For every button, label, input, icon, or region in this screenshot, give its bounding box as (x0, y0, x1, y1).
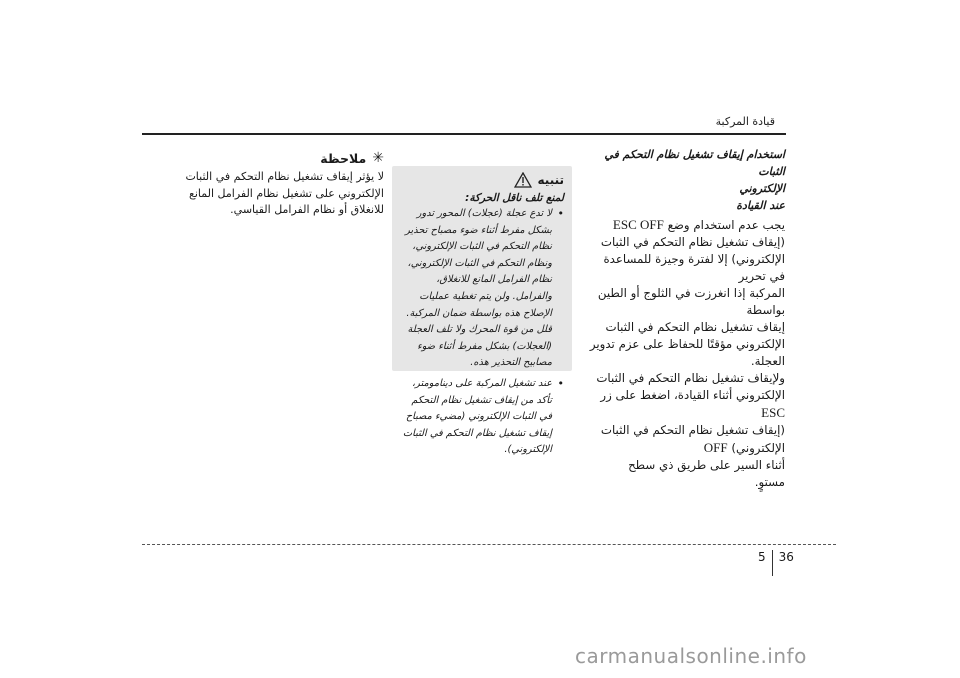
body-line: الإلكتروني مؤقتًا للحفاظ على عزم تدوير العجلة. (589, 337, 785, 368)
body-line-prefix: (إيقاف تشغيل نظام التحكم في الثبات الإلكتروني) (600, 423, 785, 455)
watermark: carmanualsonline.info (575, 644, 807, 668)
bullet-icon: • (557, 207, 564, 220)
note-section (184, 150, 384, 219)
body-line (585, 422, 785, 457)
footer-rule (142, 544, 836, 545)
body-line: المركبة إذا انغرزت في الثلوج أو الطين بواسطة (597, 286, 785, 317)
body-line: إيقاف تشغيل نظام التحكم في الثبات (605, 320, 785, 334)
note-title: ملاحظة (320, 150, 367, 166)
list-item (400, 206, 564, 372)
caution-lead: لمنع تلف ناقل الحركة: (465, 192, 564, 204)
body-line (585, 216, 785, 234)
esc-off-code: ESC OFF (612, 217, 664, 232)
note-header (184, 150, 384, 166)
asterisk-icon: ✳ (372, 150, 384, 166)
page-number-value: 36 (778, 550, 794, 564)
bullet-icon: • (557, 376, 564, 390)
caution-header (400, 172, 564, 188)
body-line: (إيقاف تشغيل نظام التحكم في الثبات (600, 235, 785, 249)
caution-title: تنبيه (537, 173, 564, 187)
warning-triangle-icon (514, 172, 532, 188)
section-subtitle: عند القيادة (736, 199, 785, 212)
body-line-prefix: يجب عدم استخدام وضع (663, 218, 785, 232)
caution-box (392, 166, 572, 456)
page-separator (772, 550, 773, 576)
page-number (758, 550, 794, 576)
header-rule (142, 133, 786, 135)
off-code: OFF (703, 440, 728, 455)
body-line: مستوٍ. (754, 475, 785, 489)
section-title-cont: الإلكتروني (739, 182, 785, 195)
esc-off-section (585, 146, 785, 491)
list-item (400, 376, 564, 459)
esc-code: ESC (761, 405, 785, 420)
note-body: لا يؤثر إيقاف تشغيل نظام التحكم في الثبات الإلكتروني على تشغيل نظام الفرامل المانع للانغلاق أو نظام الفرامل القياسي. (185, 170, 384, 216)
body-line-prefix: الإلكتروني أثناء القيادة، اضغط على زر (600, 388, 785, 402)
caution-item-text: لا تدع عجلة (عجلات) المحور تدور بشكل مفرط أثناء ضوء مصباح تحذير نظام التحكم في الثبات الإلكتروني، ونظام التحكم في الثبات الإلكتروني، نظام الفرامل المانع للانغلاق، والفرامل. ولن يتم تغطية عمليات الإصلاح هذه بواسطة ضمان المركبة. قلل من قوة المحرك ولا تلف العجلة (العجلات) بشكل مفرط أثناء ضوء مصابيح التحذير هذه. (405, 208, 552, 369)
caution-item-text: عند تشغيل المركبة على دينامومتر، تأكد من إيقاف تشغيل نظام التحكم في الثبات الإلكتروني (مضيء مصباح إيقاف تشغيل نظام التحكم في الثبات الإلكتروني). (402, 377, 552, 456)
chapter-number: 5 (758, 550, 766, 564)
caution-list (400, 206, 564, 459)
body-line: ولإيقاف تشغيل نظام التحكم في الثبات (596, 371, 785, 385)
body-line: أثناء السير على طريق ذي سطح (628, 458, 785, 472)
section-header: قيادة المركبة (715, 115, 775, 128)
body-line (585, 387, 785, 422)
body-line: الإلكتروني) إلا لفترة وجيزة للمساعدة في تحرير (603, 252, 785, 283)
section-title: استخدام إيقاف تشغيل نظام التحكم في الثبات (604, 148, 785, 178)
